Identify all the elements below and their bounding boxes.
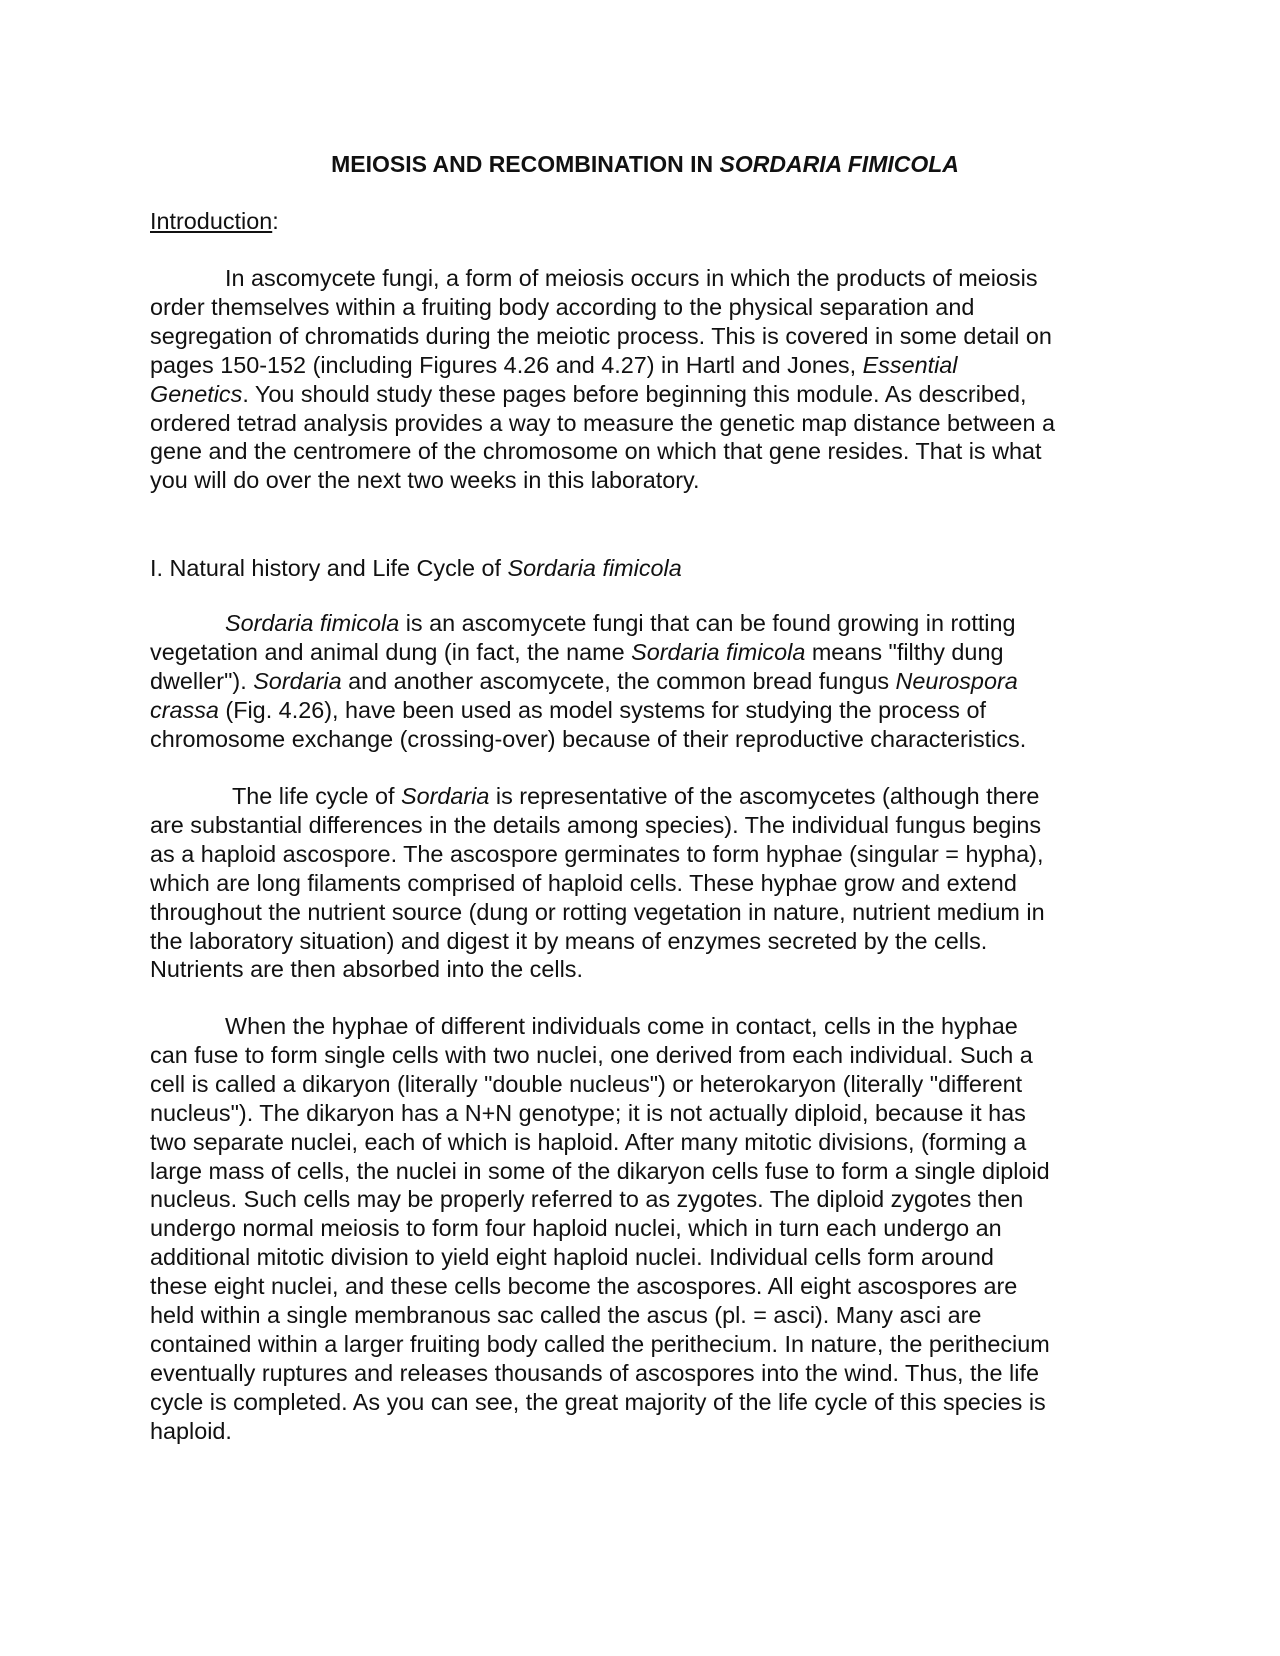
intro-line-5-text: . You should study these pages before beginning this module. As described, — [242, 380, 1027, 407]
nh-line-4-italic: crassa — [150, 696, 219, 723]
nh-line-1-italic: Sordaria fimicola — [225, 610, 400, 636]
nh-line-3-a: dweller"). — [150, 667, 254, 694]
hf-line-11: held within a single membranous sac called the ascus (pl. = asci). Many asci are — [150, 1302, 982, 1329]
book-title-part-2: Genetics — [150, 380, 243, 407]
lc-line-3: as a haploid ascospore. The ascospore germinates to form hyphae (singular = hypha), — [150, 840, 1044, 867]
lc-line-4: which are long filaments comprised of haploid cells. These hyphae grow and extend — [150, 869, 1017, 896]
hf-line-13: eventually ruptures and releases thousands of ascospores into the wind. Thus, the life — [150, 1359, 1039, 1386]
intro-line-6: ordered tetrad analysis provides a way to measure the genetic map distance between a — [150, 409, 1055, 436]
section-1-heading-plain: I. Natural history and Life Cycle of — [150, 555, 508, 581]
nh-line-4 — [150, 696, 1140, 725]
lc-line-1-italic: Sordaria — [401, 783, 490, 809]
hf-line-14: cycle is completed. As you can see, the great majority of the life cycle of this species is — [150, 1388, 1046, 1415]
hf-line-15: haploid. — [150, 1417, 232, 1444]
nh-line-3 — [150, 667, 1140, 696]
intro-line-7: gene and the centromere of the chromosome on which that gene resides. That is what — [150, 438, 1042, 465]
intro-line-3: segregation of chromatids during the meiotic process. This is covered in some detail on — [150, 322, 1052, 349]
lc-line-1 — [150, 782, 1140, 811]
intro-line-5 — [150, 380, 1140, 409]
nh-line-4-text: (Fig. 4.26), have been used as model systems for studying the process of — [218, 696, 986, 723]
hf-line-10: these eight nuclei, and these cells become the ascospores. All eight ascospores are — [150, 1273, 1018, 1300]
intro-paragraph — [150, 264, 1140, 495]
lc-line-6: the laboratory situation) and digest it by means of enzymes secreted by the cells. — [150, 927, 988, 954]
nh-line-2 — [150, 638, 1140, 667]
document-page — [150, 0, 1140, 1656]
intro-line-2: order themselves within a fruiting body according to the physical separation and — [150, 293, 975, 320]
title-italic: SORDARIA FIMICOLA — [719, 151, 959, 177]
intro-line-4 — [150, 351, 1140, 380]
hyphae-fusion-paragraph — [150, 1012, 1140, 1446]
introduction-heading — [150, 207, 279, 235]
nh-line-2-b: means "filthy dung — [805, 638, 1004, 665]
nh-line-5: chromosome exchange (crossing-over) because of their reproductive characteristics. — [150, 725, 1027, 752]
hf-line-3: cell is called a dikaryon (literally "double nucleus") or heterokaryon (literally "different — [150, 1070, 1023, 1097]
life-cycle-paragraph — [150, 782, 1140, 984]
lc-line-2: are substantial differences in the details among species). The individual fungus begins — [150, 811, 1042, 838]
lc-line-5: throughout the nutrient source (dung or rotting vegetation in nature, nutrient medium in — [150, 898, 1045, 925]
book-title-part-1: Essential — [862, 351, 958, 378]
title-plain: MEIOSIS AND RECOMBINATION IN — [331, 151, 720, 177]
nh-line-2-italic: Sordaria fimicola — [631, 638, 806, 665]
intro-line-8: you will do over the next two weeks in this laboratory. — [150, 467, 700, 494]
hf-line-8: undergo normal meiosis to form four haploid nuclei, which in turn each undergo an — [150, 1215, 1002, 1242]
hf-line-6: large mass of cells, the nuclei in some of the dikaryon cells fuse to form a single diploid — [150, 1157, 1050, 1184]
hf-line-9: additional mitotic division to yield eight haploid nuclei. Individual cells form around — [150, 1244, 994, 1271]
hf-line-12: contained within a larger fruiting body called the perithecium. In nature, the perithecium — [150, 1330, 1050, 1357]
hf-line-4: nucleus"). The dikaryon has a N+N genotype; it is not actually diploid, because it has — [150, 1099, 1026, 1126]
nh-line-1 — [150, 609, 1140, 638]
nh-line-3-italic: Sordaria — [253, 667, 342, 694]
natural-history-paragraph — [150, 609, 1140, 754]
lc-line-1-a: The life cycle of — [232, 783, 401, 809]
nh-line-2-a: vegetation and animal dung (in fact, the name — [150, 638, 632, 665]
section-1-heading — [150, 554, 682, 582]
nh-line-3-italic-2: Neurospora — [895, 667, 1018, 694]
hf-line-5: two separate nuclei, each of which is haploid. After many mitotic divisions, (forming a — [150, 1128, 1027, 1155]
introduction-heading-colon: : — [272, 208, 279, 234]
intro-line-4-text: pages 150-152 (including Figures 4.26 and 4.27) in Hartl and Jones, — [150, 351, 863, 378]
nh-line-3-b: and another ascomycete, the common bread fungus — [341, 667, 896, 694]
lc-line-1-b: is representative of the ascomycetes (although there — [489, 783, 1040, 809]
hf-line-1: When the hyphae of different individuals come in contact, cells in the hyphae — [225, 1013, 1018, 1039]
nh-line-1-text: is an ascomycete fungi that can be found growing in rotting — [399, 610, 1016, 636]
hf-line-7: nucleus. Such cells may be properly referred to as zygotes. The diploid zygotes then — [150, 1186, 1024, 1213]
section-1-heading-italic: Sordaria fimicola — [507, 555, 682, 581]
intro-line-1: In ascomycete fungi, a form of meiosis occurs in which the products of meiosis — [225, 265, 1038, 291]
hf-line-2: can fuse to form single cells with two nuclei, one derived from each individual. Such a — [150, 1041, 1033, 1068]
introduction-heading-text: Introduction — [150, 208, 273, 234]
document-title — [150, 150, 1140, 178]
lc-line-7: Nutrients are then absorbed into the cells. — [150, 956, 583, 983]
